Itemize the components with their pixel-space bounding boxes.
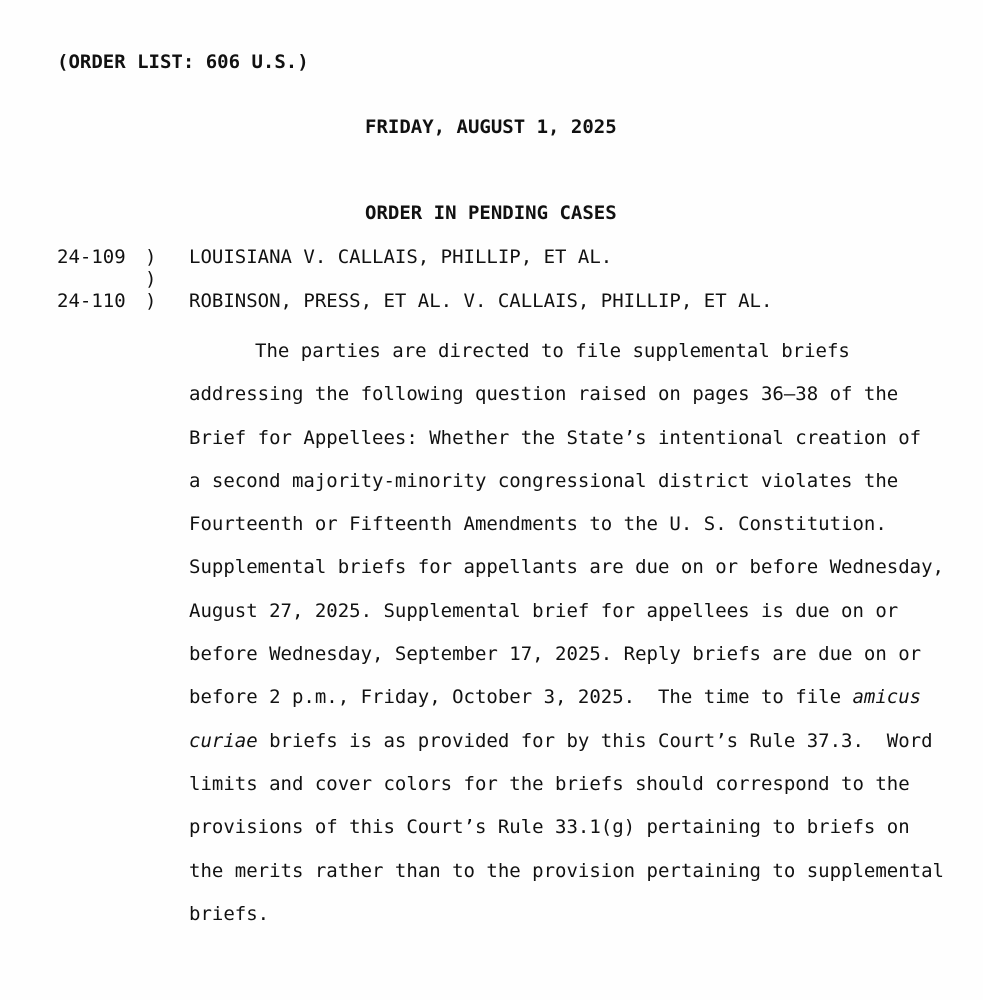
order-list-heading: (ORDER LIST: 606 U.S.) [57,51,309,73]
case-number: 24-110 [57,290,126,312]
paragraph-line: addressing the following question raised on pages 36–38 of the [189,383,899,406]
section-title: ORDER IN PENDING CASES [365,202,617,224]
case-number: 24-109 [57,246,126,268]
case-bracket: ) [145,246,157,268]
paragraph-line: Fourteenth or Fifteenth Amendments to the U. S. Constitution. [189,513,887,536]
paragraph-line [189,720,933,763]
line-text: before 2 p.m., Friday, October 3, 2025. The time to file [189,686,853,709]
case-bracket: ) [145,290,157,312]
paragraph-line [189,676,929,719]
paragraph-line: provisions of this Court’s Rule 33.1(g) pertaining to briefs on [189,816,910,839]
paragraph-line: briefs. [189,902,270,925]
paragraph-line: The parties are directed to file supplemental briefs [255,340,850,362]
case-caption: ROBINSON, PRESS, ET AL. V. CALLAIS, PHILLIP, ET AL. [189,290,773,312]
case-bracket: ) [145,268,157,290]
italic-term: curiae [189,729,258,752]
paragraph-line: August 27, 2025. Supplemental brief for appellees is due on or [189,599,899,622]
order-paragraph [189,330,944,936]
paragraph-line: Supplemental briefs for appellants are due on or before Wednesday, [189,556,944,579]
paragraph-line: the merits rather than to the provision pertaining to supplemental [189,859,944,882]
order-date: FRIDAY, AUGUST 1, 2025 [365,116,617,138]
paragraph-line: before Wednesday, September 17, 2025. Reply briefs are due on or [189,643,922,666]
paragraph-line: a second majority-minority congressional district violates the [189,469,899,492]
case-caption: LOUISIANA V. CALLAIS, PHILLIP, ET AL. [189,246,613,268]
paragraph-line: limits and cover colors for the briefs should correspond to the [189,772,910,795]
italic-term: amicus [852,686,922,709]
line-text: briefs is as provided for by this Court’s Rule 37.3. Word [257,729,933,752]
paragraph-line: Brief for Appellees: Whether the State’s intentional creation of [189,426,922,449]
